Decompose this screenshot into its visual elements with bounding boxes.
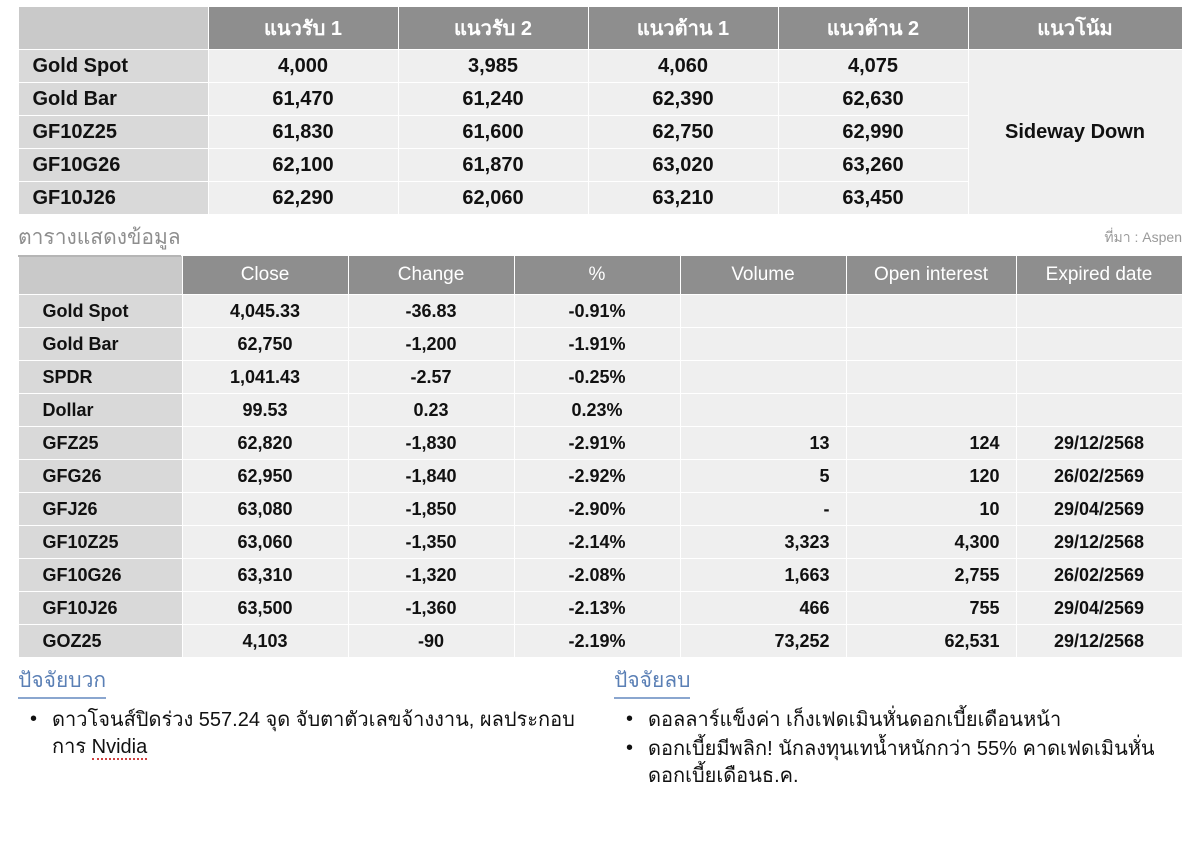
sr-cell-support-2: 3,985 xyxy=(398,50,588,83)
factors-section xyxy=(18,664,1182,792)
sr-header-blank xyxy=(18,7,208,50)
data-cell-close: 63,310 xyxy=(182,559,348,592)
data-cell-expired-date: 29/12/2568 xyxy=(1016,625,1182,658)
data-header-change: Change xyxy=(348,256,514,295)
list-item: • ดาวโจนส์ปิดร่วง 557.24 จุด จับตาตัวเลขจ้างงาน, ผลประกอบการ Nvidia xyxy=(52,707,600,761)
data-cell-volume: 1,663 xyxy=(680,559,846,592)
data-cell-open-interest xyxy=(846,328,1016,361)
data-cell-percent: 0.23% xyxy=(514,394,680,427)
sr-cell-resistance-1: 62,750 xyxy=(588,116,778,149)
data-cell-expired-date: 29/12/2568 xyxy=(1016,526,1182,559)
section-title: ตารางแสดงข้อมูล xyxy=(18,221,181,257)
data-cell-open-interest: 4,300 xyxy=(846,526,1016,559)
data-cell-expired-date xyxy=(1016,394,1182,427)
highlighted-term: Nvidia xyxy=(91,736,148,758)
table-row xyxy=(18,460,1182,493)
data-cell-change: -1,850 xyxy=(348,493,514,526)
data-cell-open-interest: 755 xyxy=(846,592,1016,625)
data-cell-open-interest: 10 xyxy=(846,493,1016,526)
data-cell-close: 63,060 xyxy=(182,526,348,559)
sr-row-label: GF10G26 xyxy=(18,149,208,182)
data-cell-percent: -2.08% xyxy=(514,559,680,592)
data-cell-expired-date: 26/02/2569 xyxy=(1016,559,1182,592)
market-data-table xyxy=(18,255,1183,658)
sr-cell-resistance-2: 63,260 xyxy=(778,149,968,182)
sr-header-resistance-2: แนวต้าน 2 xyxy=(778,7,968,50)
data-row-label: GF10J26 xyxy=(18,592,182,625)
data-cell-close: 62,820 xyxy=(182,427,348,460)
data-cell-expired-date: 26/02/2569 xyxy=(1016,460,1182,493)
data-cell-open-interest xyxy=(846,394,1016,427)
data-cell-volume xyxy=(680,295,846,328)
sr-cell-support-1: 61,830 xyxy=(208,116,398,149)
table-row xyxy=(18,493,1182,526)
data-cell-volume: - xyxy=(680,493,846,526)
table-row xyxy=(18,50,1182,83)
sr-cell-resistance-1: 4,060 xyxy=(588,50,778,83)
sr-cell-resistance-2: 63,450 xyxy=(778,182,968,215)
data-header-row xyxy=(18,256,1182,295)
data-cell-expired-date: 29/04/2569 xyxy=(1016,493,1182,526)
data-cell-close: 62,750 xyxy=(182,328,348,361)
data-cell-close: 63,080 xyxy=(182,493,348,526)
table-row xyxy=(18,427,1182,460)
data-cell-expired-date: 29/12/2568 xyxy=(1016,427,1182,460)
sr-cell-support-1: 61,470 xyxy=(208,83,398,116)
data-cell-close: 1,041.43 xyxy=(182,361,348,394)
sr-cell-trend: Sideway Down xyxy=(968,50,1182,215)
data-cell-close: 63,500 xyxy=(182,592,348,625)
data-cell-volume: 73,252 xyxy=(680,625,846,658)
data-cell-change: -36.83 xyxy=(348,295,514,328)
data-cell-percent: -2.14% xyxy=(514,526,680,559)
negative-factors-title: ปัจจัยลบ xyxy=(614,664,690,699)
sr-cell-support-1: 4,000 xyxy=(208,50,398,83)
sr-cell-resistance-2: 62,630 xyxy=(778,83,968,116)
sr-cell-support-1: 62,100 xyxy=(208,149,398,182)
data-cell-change: -1,840 xyxy=(348,460,514,493)
data-row-label: GFZ25 xyxy=(18,427,182,460)
data-row-label: Gold Spot xyxy=(18,295,182,328)
data-cell-expired-date xyxy=(1016,328,1182,361)
data-cell-close: 62,950 xyxy=(182,460,348,493)
positive-factors-list xyxy=(18,707,600,761)
data-row-label: Gold Bar xyxy=(18,328,182,361)
sr-header-resistance-1: แนวต้าน 1 xyxy=(588,7,778,50)
data-header-blank xyxy=(18,256,182,295)
data-cell-percent: -0.25% xyxy=(514,361,680,394)
data-cell-percent: -2.92% xyxy=(514,460,680,493)
table-row xyxy=(18,526,1182,559)
data-cell-percent: -2.90% xyxy=(514,493,680,526)
data-row-label: GOZ25 xyxy=(18,625,182,658)
sr-cell-resistance-1: 63,020 xyxy=(588,149,778,182)
data-cell-change: -2.57 xyxy=(348,361,514,394)
data-cell-open-interest xyxy=(846,295,1016,328)
data-row-label: GFG26 xyxy=(18,460,182,493)
data-cell-volume xyxy=(680,361,846,394)
table-row xyxy=(18,625,1182,658)
sr-cell-resistance-1: 63,210 xyxy=(588,182,778,215)
data-cell-percent: -2.13% xyxy=(514,592,680,625)
data-cell-close: 4,103 xyxy=(182,625,348,658)
sr-cell-support-2: 62,060 xyxy=(398,182,588,215)
table-row xyxy=(18,394,1182,427)
data-header-volume: Volume xyxy=(680,256,846,295)
data-row-label: SPDR xyxy=(18,361,182,394)
data-header-open-interest: Open interest xyxy=(846,256,1016,295)
data-cell-expired-date xyxy=(1016,295,1182,328)
sr-cell-resistance-1: 62,390 xyxy=(588,83,778,116)
source-note: ที่มา : Aspen xyxy=(1104,229,1182,245)
data-cell-change: -1,320 xyxy=(348,559,514,592)
support-resistance-table xyxy=(18,6,1183,215)
negative-factors-column xyxy=(600,664,1182,792)
sr-header-support-1: แนวรับ 1 xyxy=(208,7,398,50)
data-cell-change: -1,360 xyxy=(348,592,514,625)
sr-cell-support-2: 61,870 xyxy=(398,149,588,182)
sr-header-trend: แนวโน้ม xyxy=(968,7,1182,50)
sr-header-row xyxy=(18,7,1182,50)
data-header-close: Close xyxy=(182,256,348,295)
data-header-expired-date: Expired date xyxy=(1016,256,1182,295)
data-cell-volume: 5 xyxy=(680,460,846,493)
sr-row-label: Gold Spot xyxy=(18,50,208,83)
list-item: • ดอลลาร์แข็งค่า เก็งเฟดเมินหั่นดอกเบี้ยเดือนหน้า xyxy=(648,707,1182,734)
data-row-label: GF10Z25 xyxy=(18,526,182,559)
sr-cell-support-1: 62,290 xyxy=(208,182,398,215)
sr-cell-resistance-2: 62,990 xyxy=(778,116,968,149)
data-cell-close: 99.53 xyxy=(182,394,348,427)
data-cell-expired-date xyxy=(1016,361,1182,394)
data-cell-open-interest: 120 xyxy=(846,460,1016,493)
data-cell-open-interest: 124 xyxy=(846,427,1016,460)
data-cell-volume: 466 xyxy=(680,592,846,625)
sr-row-label: GF10Z25 xyxy=(18,116,208,149)
list-item: • ดอกเบี้ยมีพลิก! นักลงทุนเทน้ำหนักกว่า 55% คาดเฟดเมินหั่นดอกเบี้ยเดือนธ.ค. xyxy=(648,736,1182,790)
data-cell-change: -1,830 xyxy=(348,427,514,460)
negative-factors-list xyxy=(614,707,1182,790)
data-row-label: Dollar xyxy=(18,394,182,427)
data-header-percent: % xyxy=(514,256,680,295)
data-cell-change: -1,350 xyxy=(348,526,514,559)
table-row xyxy=(18,559,1182,592)
data-cell-volume xyxy=(680,328,846,361)
data-cell-expired-date: 29/04/2569 xyxy=(1016,592,1182,625)
table-row xyxy=(18,328,1182,361)
data-cell-volume: 3,323 xyxy=(680,526,846,559)
table-row xyxy=(18,592,1182,625)
data-row-label: GF10G26 xyxy=(18,559,182,592)
data-cell-close: 4,045.33 xyxy=(182,295,348,328)
data-cell-open-interest: 62,531 xyxy=(846,625,1016,658)
data-cell-percent: -1.91% xyxy=(514,328,680,361)
sr-row-label: Gold Bar xyxy=(18,83,208,116)
data-cell-open-interest: 2,755 xyxy=(846,559,1016,592)
sr-cell-resistance-2: 4,075 xyxy=(778,50,968,83)
data-cell-change: 0.23 xyxy=(348,394,514,427)
sr-cell-support-2: 61,600 xyxy=(398,116,588,149)
data-cell-open-interest xyxy=(846,361,1016,394)
sr-cell-support-2: 61,240 xyxy=(398,83,588,116)
data-cell-percent: -0.91% xyxy=(514,295,680,328)
sr-header-support-2: แนวรับ 2 xyxy=(398,7,588,50)
data-cell-percent: -2.19% xyxy=(514,625,680,658)
positive-factors-title: ปัจจัยบวก xyxy=(18,664,106,699)
data-section-header xyxy=(18,221,1182,251)
positive-factors-column xyxy=(18,664,600,792)
data-cell-volume: 13 xyxy=(680,427,846,460)
data-cell-change: -90 xyxy=(348,625,514,658)
table-row xyxy=(18,361,1182,394)
table-row xyxy=(18,295,1182,328)
sr-row-label: GF10J26 xyxy=(18,182,208,215)
data-row-label: GFJ26 xyxy=(18,493,182,526)
data-cell-percent: -2.91% xyxy=(514,427,680,460)
data-cell-change: -1,200 xyxy=(348,328,514,361)
data-cell-volume xyxy=(680,394,846,427)
